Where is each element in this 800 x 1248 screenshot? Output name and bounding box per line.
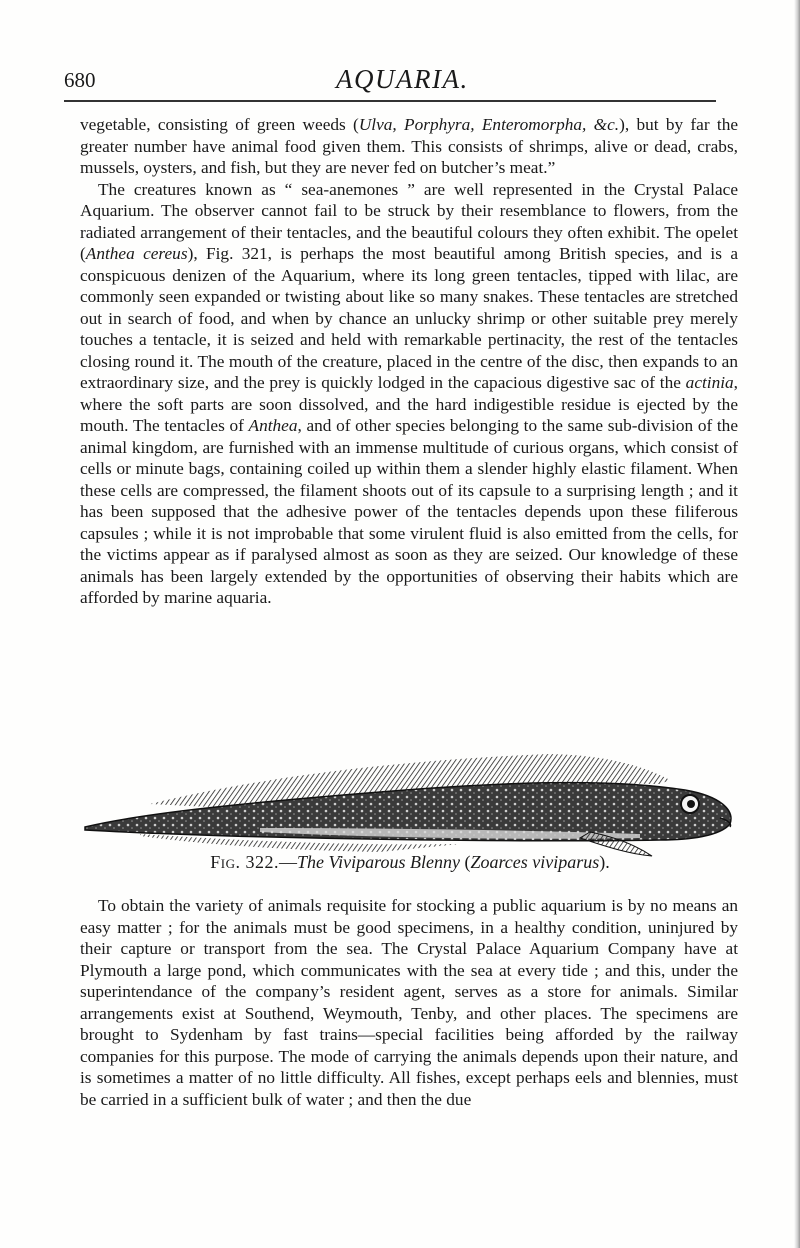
body-text-lower	[80, 895, 738, 1110]
fish-pupil	[687, 800, 695, 808]
header-rule	[64, 100, 716, 102]
figure-title: The Viviparous Blenny	[296, 852, 460, 872]
figure-label: Fig. 322.	[210, 852, 279, 872]
page-edge-shadow	[794, 0, 800, 1248]
paragraph-continuation: vegetable, consisting of green weeds (Ulva, Porphyra, Enteromorpha, &c.), but by far the greater number have animal food given them. This consists of shrimps, alive or dead, crabs, mussels, oysters, and fish, but they are never fed on butcher’s meat.”	[80, 115, 739, 177]
page-header	[64, 60, 724, 100]
blenny-fish-drawing	[80, 752, 740, 857]
running-title: AQUARIA.	[336, 64, 469, 94]
paragraph-stocking: To obtain the variety of animals requisite for stocking a public aquarium is by no means an easy matter ; for the animals must be good specimens, in a healthy condition, uninjured by their capture or transport from the sea. The Crystal Palace Aquarium Company have at Plymouth a large pond, which communicates with the sea at every tide ; and this, under the superintendance of the company’s resident agent, serves as a store for animals. Similar arrangements exist at Southend, Weymouth, Tenby, and other places. The specimens are brought to Sydenham by fast trains—special facilities being afforded by the railway companies for this purpose. The mode of carrying the animals depends upon their nature, and is sometimes a matter of no little difficulty. All fishes, except perhaps eels and blennies, must be carried in a sufficient bulk of water ; and then the due	[80, 896, 738, 1109]
body-text-upper	[80, 114, 738, 609]
paragraph-sea-anemones: The creatures known as “ sea-anemones ” are well represented in the Crystal Palace Aquarium. The observer cannot fail to be struck by their resemblance to flowers, from the radiated arrangement of their tentacles, and the beautiful colours they often exhibit. The opelet (Anthea cereus), Fig. 321, is perhaps the most beautiful among British species, and is a conspicuous denizen of the Aquarium, where its long green tentacles, tipped with lilac, are commonly seen expanded or twisting about like so many snakes. These tentacles are stretched out in search of food, and when by chance an unlucky shrimp or other suitable prey merely touches a tentacle, it is seized and held with remarkable pertinacity, the rest of the tentacles closing round it. The mouth of the creature, placed in the centre of the disc, then expands to an extraordinary size, and the prey is quickly lodged in the capacious digestive sac of the actinia, where the soft parts are soon dissolved, and the hard indigestible residue is ejected by the mouth. The tentacles of Anthea, and of other species belonging to the same sub-division of the animal kingdom, are furnished with an immense multitude of curious organs, which consist of cells or minute bags, containing coiled up within them a slender highly elastic filament. When these cells are compressed, the filament shoots out of its capsule to a surprising length ; and it has been supposed that the adhesive power of the tentacles depends upon these filiferous capsules ; while it is not improbable that some virulent fluid is also emitted from the cells, for the victims appear as if paralysed almost as soon as they are seized. Our knowledge of these animals has been largely extended by the opportunities of observing their habits which are afforded by marine aquaria.	[80, 179, 738, 607]
figure-species: Zoarces viviparus	[470, 852, 600, 872]
page-number: 680	[64, 68, 96, 92]
figure-caption: Fig. 322.—The Viviparous Blenny (Zoarces viviparus).	[210, 852, 610, 872]
